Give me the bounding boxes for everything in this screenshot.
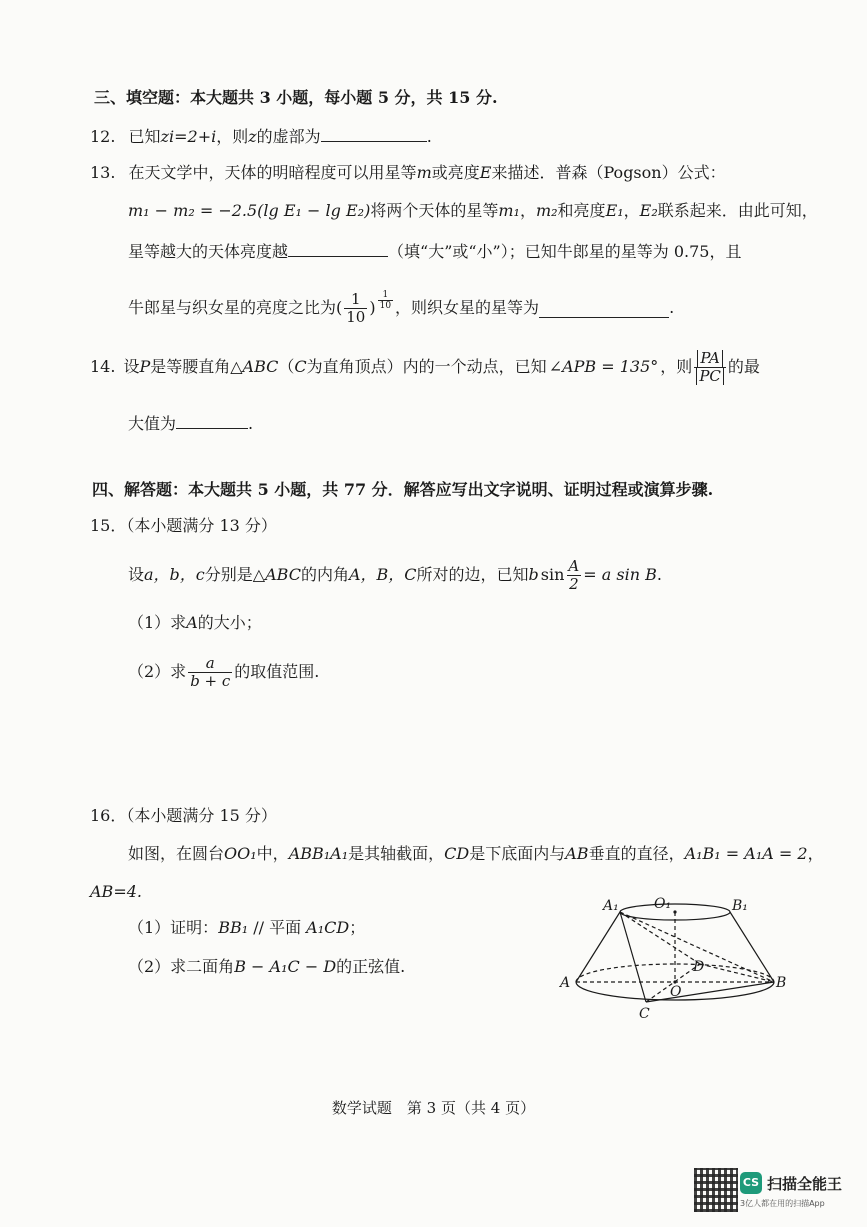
question-15-stem bbox=[128, 555, 662, 595]
question-text: 星等越大的天体亮度越 bbox=[128, 242, 289, 261]
length-condition: A₁B₁ = A₁A = 2 bbox=[684, 844, 808, 863]
question-14-line-2 bbox=[128, 412, 253, 434]
punctuation: . bbox=[426, 127, 432, 146]
question-16-line-2: AB=4. bbox=[90, 882, 142, 901]
fraction-denominator: 10 bbox=[346, 307, 366, 326]
question-text: 的大小； bbox=[197, 613, 262, 632]
fraction-denominator-wrap bbox=[694, 367, 726, 385]
label-c: C bbox=[639, 1006, 650, 1022]
question-text: 大值为 bbox=[128, 414, 177, 433]
fraction-numerator: PA bbox=[697, 350, 723, 367]
question-text: ，则 bbox=[216, 127, 249, 146]
angle-condition: ∠APB = 135° bbox=[548, 357, 659, 376]
page-footer: 数学试题 第 3 页（共 4 页） bbox=[331, 1099, 536, 1117]
question-text: 的取值范围. bbox=[234, 662, 320, 681]
scanner-app-name: 扫描全能王 bbox=[767, 1174, 843, 1193]
label-a1: A₁ bbox=[603, 898, 619, 914]
question-13-line-2 bbox=[128, 201, 818, 221]
math-variables: A，B，C bbox=[348, 565, 417, 584]
section-4-title: 四、解答题：本大题共 5 小题，共 77 分．解答应写出文字说明、证明过程或演算步骤. bbox=[92, 480, 714, 499]
punctuation: ， bbox=[519, 201, 536, 220]
question-text: 联系起来．由此可知， bbox=[657, 201, 818, 220]
math-variable: ABC bbox=[242, 357, 279, 376]
question-14-line-1 bbox=[90, 346, 760, 388]
question-text: （ bbox=[278, 357, 295, 376]
question-text: 所对的边，已知 bbox=[416, 565, 529, 584]
question-text: （填“大”或“小”）；已知牛郎星的星等为 0.75，且 bbox=[388, 242, 742, 261]
math-variable: C bbox=[294, 357, 307, 376]
scanner-tagline: 3亿人都在用的扫描App bbox=[740, 1199, 825, 1208]
question-text: 如图，在圆台 bbox=[128, 844, 225, 863]
exponent-numerator: 1 bbox=[382, 290, 389, 300]
question-text: 在天文学中，天体的明暗程度可以用星等 bbox=[128, 163, 417, 182]
answer-blank bbox=[288, 240, 388, 257]
question-16-part-2 bbox=[128, 957, 405, 977]
exponent-denominator: 10 bbox=[379, 301, 392, 311]
question-number: 12. bbox=[90, 127, 116, 146]
math-variable: CD bbox=[444, 844, 470, 863]
question-13-line-3 bbox=[128, 240, 741, 262]
punctuation: ； bbox=[349, 918, 366, 937]
math-variable: ABC bbox=[265, 565, 301, 584]
math-variable: m bbox=[416, 163, 432, 182]
answer-blank bbox=[321, 125, 427, 142]
question-text: 或亮度 bbox=[431, 163, 480, 182]
scanner-watermark bbox=[740, 1172, 842, 1209]
question-text: 来描述．普森（Pogson）公式： bbox=[491, 163, 726, 182]
part-label: （1）求 bbox=[128, 613, 187, 632]
question-text: 垂直的直径， bbox=[588, 844, 685, 863]
half-angle-fraction bbox=[566, 558, 581, 593]
question-number: 13. bbox=[90, 163, 116, 182]
part-label: （2）求二面角 bbox=[128, 957, 235, 976]
label-b: B bbox=[776, 975, 787, 991]
fraction-numerator: 1 bbox=[351, 289, 361, 308]
question-text: 设 bbox=[128, 565, 145, 584]
math-variables: a，b，c bbox=[144, 565, 205, 584]
edge-a1-a bbox=[576, 912, 620, 982]
question-text: 为直角顶点）内的一个动点，已知 bbox=[306, 357, 547, 376]
question-16-header: 16．（本小题满分 15 分） bbox=[90, 806, 277, 825]
math-variable: E₁ bbox=[605, 201, 624, 220]
punctuation: . bbox=[656, 565, 662, 584]
math-variable: m₂ bbox=[535, 201, 558, 220]
punctuation: . bbox=[669, 298, 675, 317]
frustum-figure bbox=[550, 892, 800, 1024]
math-variable: OO₁ bbox=[224, 844, 257, 863]
equation-rhs: = a sin B bbox=[583, 565, 657, 584]
punctuation: . bbox=[248, 414, 254, 433]
exponent-fraction bbox=[378, 290, 393, 311]
edge-b1-b bbox=[730, 912, 774, 982]
cs-logo-icon: CS bbox=[740, 1172, 762, 1194]
fraction-denominator: PC bbox=[696, 367, 724, 385]
label-d: D bbox=[693, 959, 705, 975]
fraction-denominator: b + c bbox=[190, 671, 231, 690]
math-variable: E bbox=[479, 163, 492, 182]
fraction-numerator: a bbox=[205, 653, 215, 672]
question-text: 的虚部为 bbox=[256, 127, 321, 146]
punctuation: ， bbox=[623, 201, 640, 220]
question-text: 是下底面内与 bbox=[469, 844, 566, 863]
label-b1: B₁ bbox=[732, 898, 748, 914]
brightness-ratio-fraction bbox=[344, 291, 367, 326]
question-13-line-1 bbox=[90, 163, 726, 183]
question-text: 分别是△ bbox=[204, 565, 266, 584]
fraction-denominator: 2 bbox=[569, 574, 579, 593]
qr-code-image bbox=[694, 1168, 738, 1212]
question-text: 牛郎星与织女星的亮度之比为( bbox=[128, 298, 343, 317]
math-variable: ABB₁A₁ bbox=[288, 844, 349, 863]
punctuation: ， bbox=[807, 844, 824, 863]
bottom-base-back-arc bbox=[576, 964, 774, 982]
pogson-formula: m₁ − m₂ = −2.5(lg E₁ − lg E₂) bbox=[128, 201, 371, 220]
question-text: 的最 bbox=[727, 357, 760, 376]
math-variable: B − A₁C − D bbox=[234, 957, 337, 976]
math-variable: b bbox=[528, 565, 539, 584]
question-text: 和亮度 bbox=[557, 201, 606, 220]
math-variable: E₂ bbox=[639, 201, 658, 220]
math-expression: zi=2+i bbox=[160, 127, 217, 146]
question-15-part-1 bbox=[128, 613, 262, 633]
part-label: （2）求 bbox=[128, 662, 187, 681]
math-variable: BB₁ bbox=[218, 918, 249, 937]
label-o: O bbox=[670, 984, 682, 1000]
section-3-title: 三、填空题：本大题共 3 小题，每小题 5 分，共 15 分. bbox=[94, 88, 498, 107]
question-text: 设 bbox=[123, 357, 140, 376]
question-text: ，则 bbox=[660, 357, 693, 376]
question-text: ，则织女星的星等为 bbox=[395, 298, 540, 317]
question-15-header: 15．（本小题满分 13 分） bbox=[90, 516, 277, 535]
question-13-line-4: 牛郎星与织女星的亮度之比为( $\frac{1}{10}$ ) $\frac{1}{10}$ ，则织女星的星等为 . bbox=[128, 289, 675, 326]
question-15-part-2 bbox=[128, 652, 319, 692]
math-variable: m₁ bbox=[498, 201, 520, 220]
math-variable: AB bbox=[565, 844, 589, 863]
question-text: 是其轴截面， bbox=[348, 844, 445, 863]
math-variable: A₁CD bbox=[306, 918, 350, 937]
question-text: 是等腰直角△ bbox=[150, 357, 243, 376]
ratio-fraction bbox=[188, 655, 232, 690]
question-text: 已知 bbox=[128, 127, 161, 146]
question-16-part-1 bbox=[128, 918, 365, 938]
question-text: 中， bbox=[256, 844, 289, 863]
label-o1: O₁ bbox=[654, 896, 672, 912]
part-label: （1）证明： bbox=[128, 918, 219, 937]
math-variable: z bbox=[248, 127, 257, 146]
question-text: 的内角 bbox=[300, 565, 349, 584]
question-text: // 平面 bbox=[248, 918, 307, 937]
ratio-fraction bbox=[694, 350, 726, 385]
math-variable: A bbox=[186, 613, 198, 632]
segment-a1-c bbox=[620, 912, 646, 1002]
question-text: 的正弦值. bbox=[336, 957, 406, 976]
sin-function: sin bbox=[540, 565, 565, 584]
question-12 bbox=[90, 125, 432, 147]
segment-db bbox=[700, 964, 774, 982]
math-variable: P bbox=[139, 357, 151, 376]
fraction-numerator: A bbox=[568, 556, 580, 575]
answer-blank bbox=[539, 299, 669, 318]
question-number: 14. bbox=[90, 357, 116, 376]
question-16-line-1 bbox=[128, 844, 824, 864]
center-o1-dot bbox=[673, 910, 676, 913]
answer-blank bbox=[176, 412, 248, 429]
question-text: 将两个天体的星等 bbox=[370, 201, 499, 220]
label-a: A bbox=[560, 975, 571, 991]
